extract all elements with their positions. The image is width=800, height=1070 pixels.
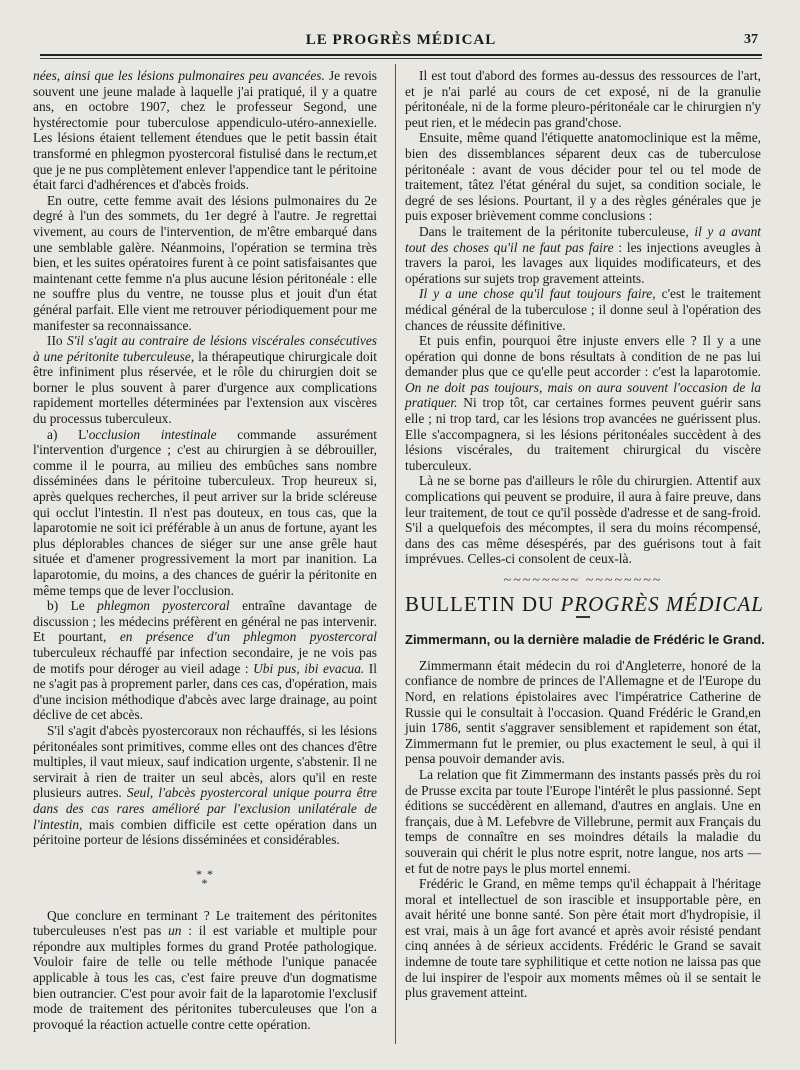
- ornament-divider: ~~~~~~~~ ~~~~~~~~: [503, 573, 663, 588]
- paragraph: [33, 723, 377, 848]
- text: : les injections aveugles à travers la paroi, les lavages aux liquides modificateurs, et des opérations sur sujets trop gravement atteints.: [405, 239, 761, 286]
- text: IIo: [47, 333, 67, 349]
- text: Et puis enfin, pourquoi être injuste envers elle ? Il y a une opération qui donne de bons résultats à condition de ne pas lui demander plus que ce qu'elle peut accorder : c'est la laparotomie.: [405, 333, 761, 380]
- page-number: 37: [744, 32, 758, 47]
- italic-text: nées, ainsi que les lésions pulmonaires peu avancées.: [33, 68, 325, 83]
- paragraph: [33, 598, 377, 723]
- journal-title: LE PROGRÈS MÉDICAL: [305, 32, 497, 48]
- text: c'est le traitement médical général de la tuberculose ; il donne seul à l'opération des chances de réussite définitive.: [405, 286, 761, 333]
- right-column: [405, 68, 765, 1001]
- text: : il est variable et multiple pour répondre aux multiples formes du grand Protée pathologique. Vouloir faire de telle ou telle méthode l'unique panacée applicable à tous les cas, c'est faire preuve d'un dogmatisme bien outrancier. C'est pour avoir fait de la laparotomie l'exclusif mode de traitement des péritonites tuberculeuses que l'on a provoqué la réaction actuelle contre cette opération.: [33, 923, 377, 1032]
- paragraph: [33, 908, 377, 1033]
- paragraph: Frédéric le Grand, en même temps qu'il échappait à l'héritage moral et intellectuel de son irascible et insupportable père, en avait hérité une bonne santé. Son père était mort d'hydropisie, il est vrai, mais à un âge fort avancé et après avoir résisté pendant cinq années à de sérieux accidents. Frédéric le Grand se savait indemne de toute tare syphilitique et cette notion ne laissa pas que de lui inspirer de l'espoir aux moments mêmes où il se sentait le plus gravement atteint.: [405, 876, 761, 1001]
- paragraph: [33, 333, 377, 427]
- paragraph: [33, 427, 377, 599]
- italic-text: Ubi pus, ibi evacua.: [253, 660, 365, 676]
- italic-text: On ne doit pas toujours, mais on aura souvent l'occasion de la pratiquer.: [405, 379, 761, 411]
- text: Je revois souvent une jeune malade à laquelle j'ai pratiqué, il y a quatre ans, en octobre 1907, chez le professeur Segond, une hystérectomie pour tuberculose appendiculo-utéro-annexielle. Les lésions étaient tellement étendues que le petit bassin était transformé en phlegmon pyostercoral fistulisé dans le rectum,et que je ne pus complètement enlever l'appendice tant le péritoine était farci d'adhérences et d'abcès froids.: [33, 68, 377, 193]
- paragraph: [405, 333, 761, 473]
- header-rule: [40, 58, 762, 59]
- italic-text: un: [168, 923, 182, 939]
- text: BULLETIN DU: [405, 591, 561, 616]
- section-asterism: * * *: [196, 866, 214, 890]
- text: commande assurément l'intervention d'urgence ; c'est au chirurgien à se débrouiller, comme il le pourra, au milieu des embûches sans nombre disséminées dans le péritoine tuberculeux. Trop heureux si, après quelques recherches, il peut arriver sur la bride scléreuse qui occlut l'intestin. Il n'est pas douteux, en tous cas, que la laparotomie ne soit ici préférable à un anus de fortune, ayant les plus déplorables chances de siéger sur une anse grêle haut située et d'amener progressivement la mort par inanition. La laparotomie, du moins, a des chances de guérir la péritonite en même temps que de lever l'occlusion.: [33, 426, 377, 598]
- italic-text: PROGRÈS MÉDICAL: [560, 591, 764, 616]
- article-title: Zimmermann, ou la dernière maladie de Frédéric le Grand.: [405, 632, 765, 648]
- paragraph: La relation que fit Zimmermann des instants passés près du roi de Prusse excita par toute l'Europe l'intérêt le plus passionné. Sept éditions se succédèrent en allemand, d'autres en anglais. Une en français, due à M. Lefebvre de Villebrune, permit aux Français du temps de connaître en ses moindres détails la maladie du souverain qui chérit le plus notre esprit, notre langue, nos arts — et fut de notre pays le plus mortel ennemi.: [405, 766, 761, 876]
- italic-text: en présence d'un phlegmon pyostercoral: [119, 629, 377, 645]
- paragraph: [33, 68, 377, 193]
- italic-text: il y a avant tout des choses qu'il ne faut pas faire: [405, 223, 762, 255]
- text: a) L': [47, 426, 89, 442]
- page-header: [40, 28, 762, 56]
- italic-text: S'il s'agit au contraire de lésions viscérales consécutives à une péritonite tuberculeuse,: [33, 333, 377, 364]
- paragraph: Zimmermann était médecin du roi d'Angleterre, honoré de la confiance de nombre de princes de l'Allemagne et de l'Europe du Nord, en relations épistolaires avec l'impératrice Catherine de Russie qui le consultait à l'occasion. Quand Frédéric le Grand,en juin 1786, sentit s'aggraver sensiblement et rapidement son état, Zimmermann fut le premier, ou plus exactement le seul, à qui il pensa pouvoir demander avis.: [405, 657, 761, 767]
- text: S'il s'agit d'abcès pyostercoraux non réchauffés, si les lésions péritonéales sont primitives, comme elles ont des chances d'être multiples, il vaut mieux, sauf indication urgente, s'abstenir. Il ne servirait à rien de traiter un seul abcès, alors qu'il en reste plusieurs autres.: [33, 722, 377, 801]
- text: Que conclure en terminant ? Le traitement des péritonites tuberculeuses n'est pas: [33, 907, 377, 939]
- italic-text: Seul, l'abcès pyostercoral unique pourra être dans des cas rares amélioré par l'exclusion unilatérale de l'intestin,: [33, 785, 377, 832]
- text: mais combien difficile est cette opération dans un péritoine porteur de lésions disséminées et considérables.: [33, 816, 377, 848]
- italic-text: occlusion intestinale: [88, 426, 217, 442]
- paragraph: [405, 224, 761, 286]
- paragraph: Là ne se borne pas d'ailleurs le rôle du chirurgien. Attentif aux complications qui peuvent se produire, il aura à faire preuve, dans leur traitement, de tout ce qu'il possède d'adresse et de sang-froid. S'il a quelquefois des mécomptes, il sera du moins récompensé, dans des cas même désespérés, par des guérisons tout à fait imprévues. Celles-ci consolent de ceux-là.: [405, 473, 761, 567]
- italic-text: phlegmon pyostercoral: [97, 598, 230, 614]
- heading-rule: [576, 616, 590, 618]
- text: tuberculeux réchauffé par infection secondaire, je ne vois pas de motifs pour déroger au vieil adage :: [33, 644, 377, 676]
- text: Il ne s'agit pas à proprement parler, dans ces cas, d'opération, mais d'une incision méthodique d'abcès avec large drainage, au point déclive de cet abcès.: [33, 660, 377, 723]
- bulletin-heading: [405, 591, 764, 616]
- left-column: [33, 68, 377, 1032]
- text: Dans le traitement de la péritonite tuberculeuse,: [419, 223, 695, 239]
- text: la thérapeutique chirurgicale doit être infiniment plus réservée, et le rôle du chirurgien doit se borner le plus souvent à parer d'urgence aux complications rapidement mortelles déterminées par l'extension aux viscères du processus tuberculeux.: [33, 348, 378, 427]
- text: Ni trop tôt, car certaines formes peuvent guérir sans elle ; ni trop tard, car les lésions trop avancées ne guérissent plus. Elle s'accompagnera, si les lésions péritonéales succèdent à des lésions viscérales, du traitement chirurgical du viscère tuberculeux.: [405, 395, 761, 473]
- text: b) Le: [47, 598, 98, 614]
- paragraph: En outre, cette femme avait des lésions pulmonaires du 2e degré à l'un des sommets, du 1er degré à l'autre. Je regrettai vivement, au cours de l'intervention, de m'être embarqué dans une semblable galère. Néanmoins, l'opération se termina très bien, et les suites opératoires furent à ce point satisfaisantes que maintenant cette femme n'a plus aucune lésion péritonéale : elle ne souffre plus du ventre, ne tousse plus et jouit d'un état général parfait. Elle vient me retrouver périodiquement pour me manifester sa reconnaissance.: [33, 192, 377, 333]
- paragraph: Il est tout d'abord des formes au-dessus des ressources de l'art, et je n'ai parlé au cours de cet exposé, ni de la granulie péritonéale, ni de la forme pleuro-péritonéale car le chirurgien n'y peut rien, et le médecin pas grand'chose.: [405, 68, 761, 130]
- italic-text: Il y a une chose qu'il faut toujours faire,: [419, 286, 656, 302]
- paragraph: [405, 286, 761, 333]
- text: entraîne davantage de discussion ; les médecins préfèrent en général ne pas intervenir. Et pourtant,: [33, 598, 377, 645]
- paragraph: Ensuite, même quand l'étiquette anatomoclinique est la même, bien des dissemblances séparent deux cas de tuberculose péritonéale : avant de vous décider pour tel ou tel mode de traitement, tâtez l'état général du sujet, sa condition sociale, le degré de ses lésions. Pourtant, il y a des règles générales que je puis exposer brièvement comme conclusions :: [405, 130, 761, 224]
- column-divider: [395, 64, 396, 1044]
